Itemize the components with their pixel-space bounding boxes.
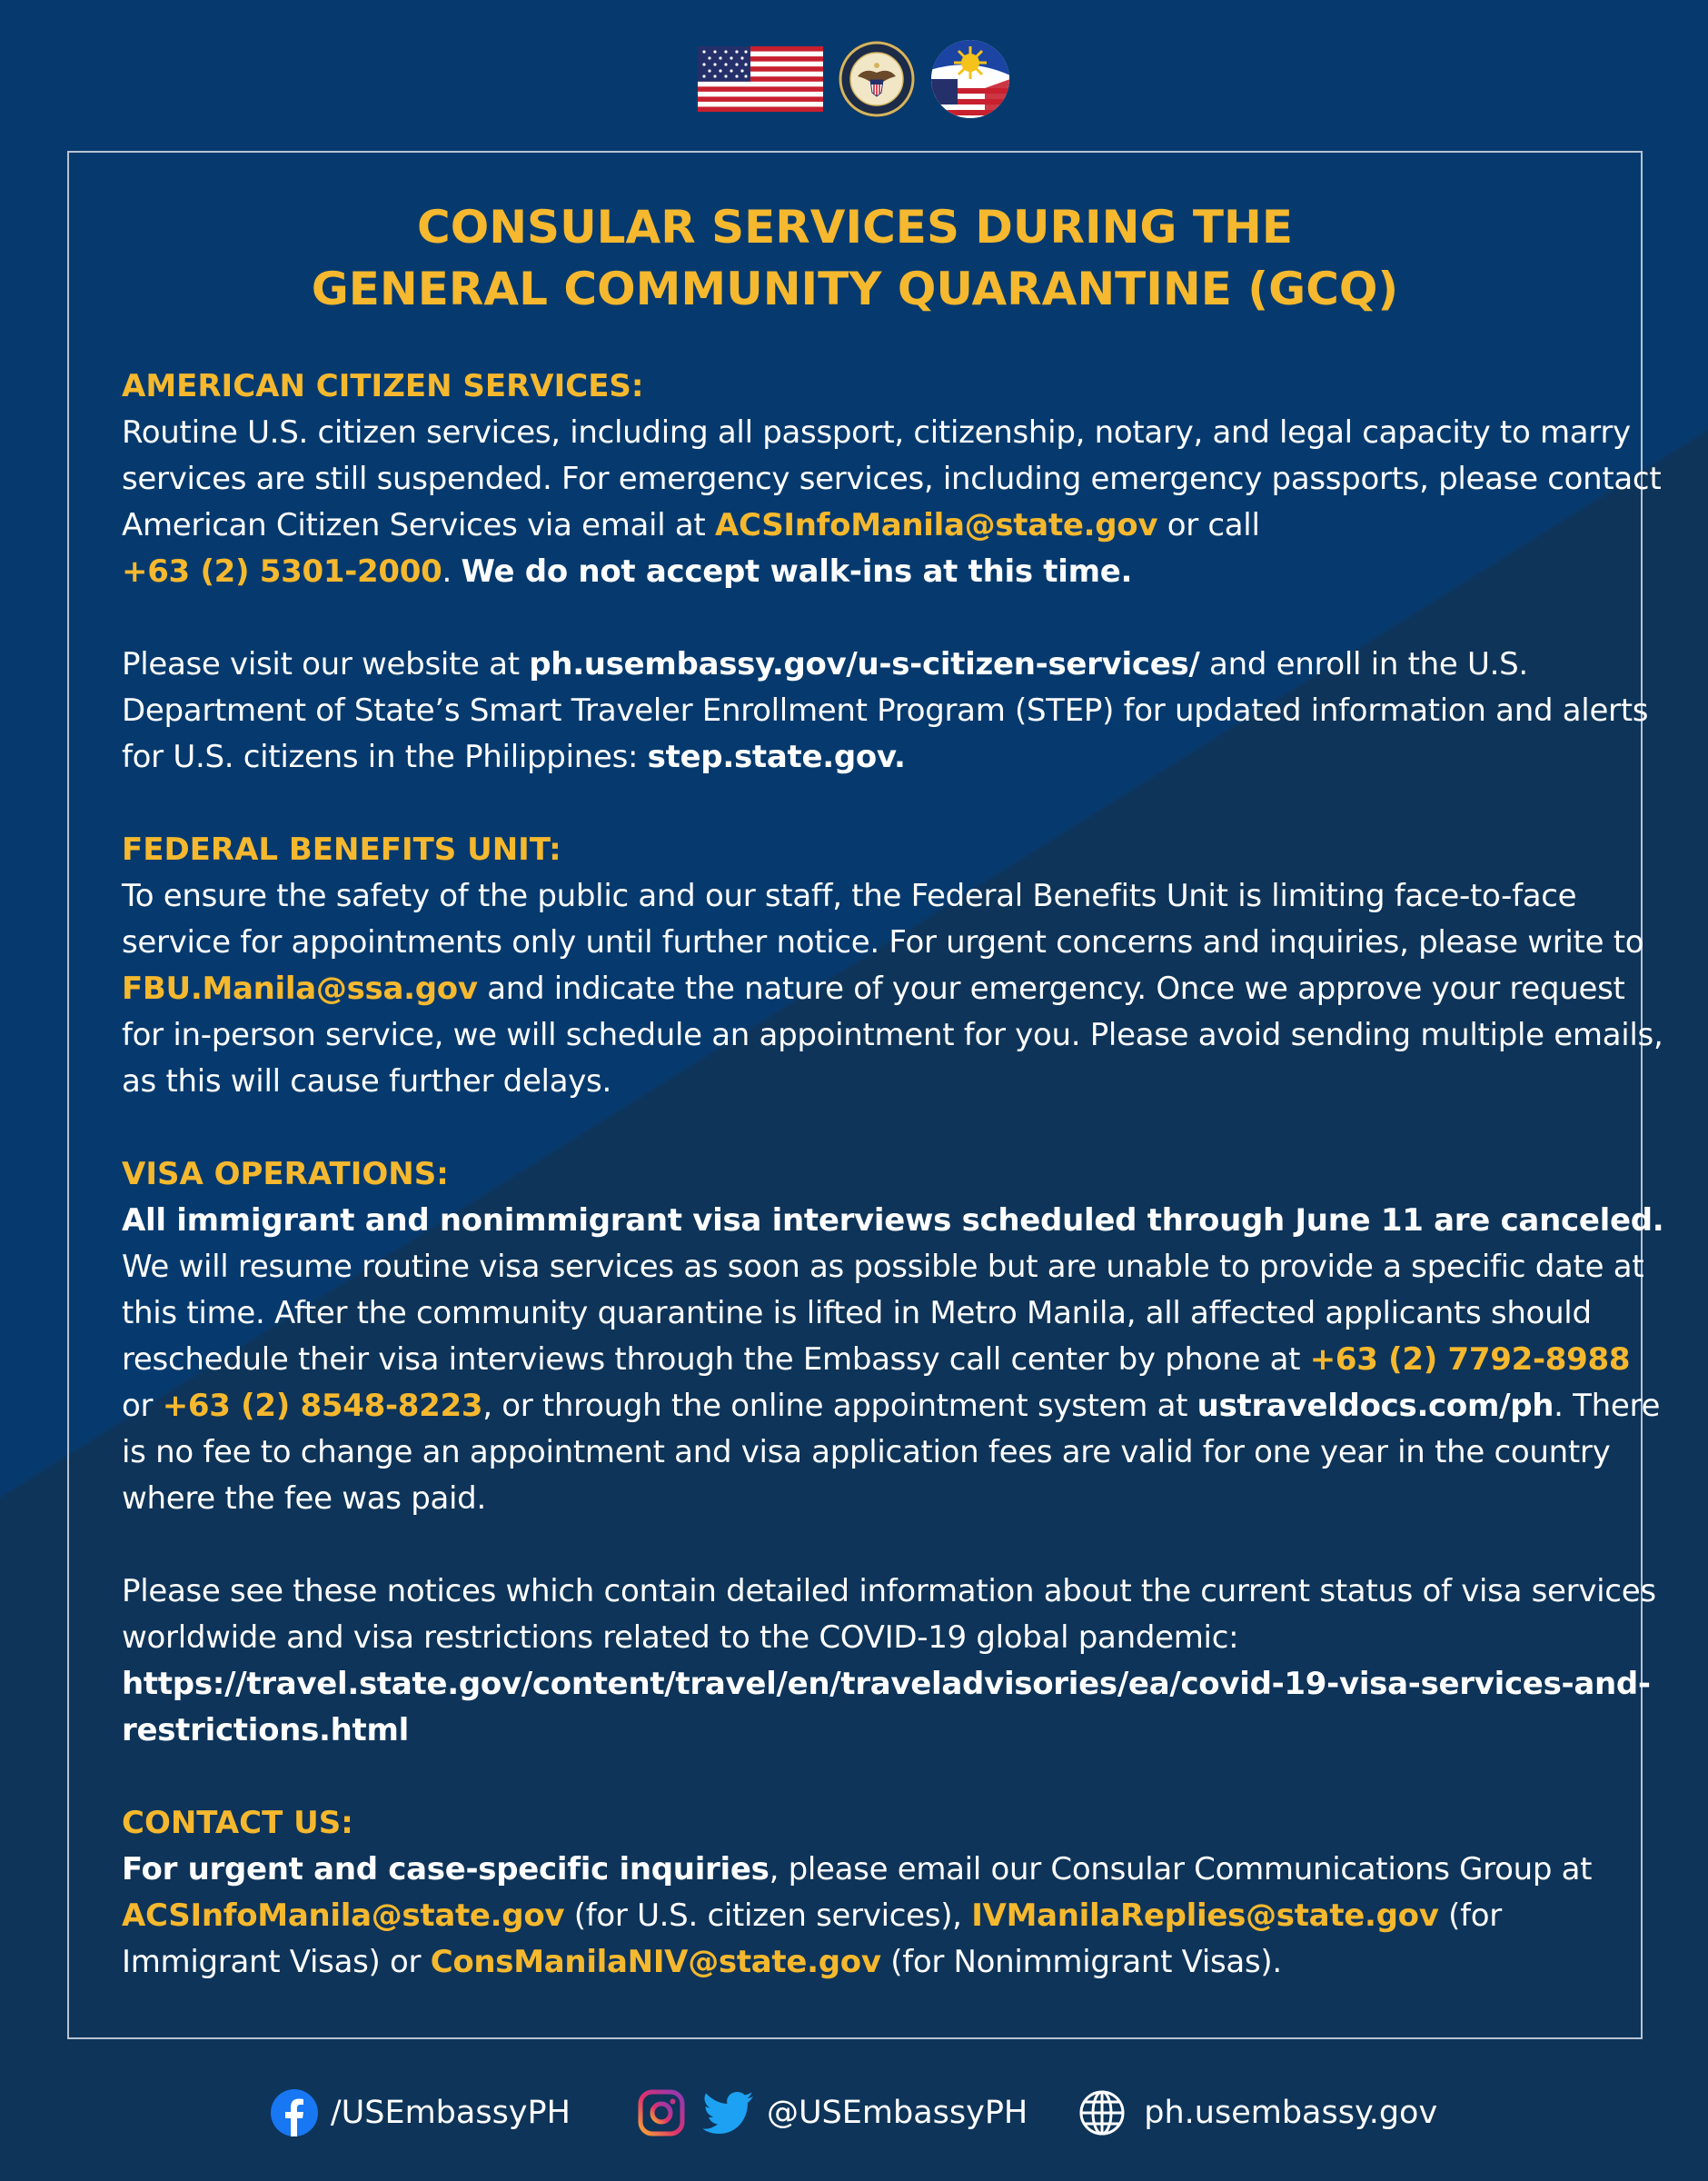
instagram-icon: [638, 2089, 685, 2136]
contact-niv-email-link[interactable]: ConsManilaNIV@state.gov: [430, 1944, 881, 1980]
visa-phone-2-link[interactable]: +63 (2) 8548-8223: [162, 1388, 483, 1424]
state-department-seal-icon: [838, 40, 916, 118]
facebook-icon: [271, 2089, 318, 2136]
facebook-handle[interactable]: /USEmbassyPH: [330, 2095, 571, 2131]
acs-heading: AMERICAN CITIZEN SERVICES:: [122, 368, 644, 404]
visa-cancel-notice: All immigrant and nonimmigrant visa interviews scheduled through June 11 are canceled.: [122, 1202, 1664, 1239]
header-logos: [0, 38, 1708, 120]
website-group[interactable]: [1078, 2089, 1437, 2136]
contact-acs-email-link[interactable]: ACSInfoManila@state.gov: [122, 1897, 565, 1934]
content-panel: [67, 151, 1664, 2039]
acs-phone-link[interactable]: +63 (2) 5301-2000: [122, 553, 442, 590]
fbu-heading: FEDERAL BENEFITS UNIT:: [122, 832, 561, 868]
visa-heading: VISA OPERATIONS:: [122, 1156, 449, 1192]
acs-email-link[interactable]: ACSInfoManila@state.gov: [714, 507, 1158, 543]
social-handle[interactable]: @USEmbassyPH: [766, 2095, 1028, 2131]
acs-paragraph-2: Please visit our website at ph.usembassy.gov/u-s-citizen-services/ and enroll in the U.S. Department of State’s Smart Traveler Enrollment Program (STEP) for updated information and alerts for U.S. citizens in the Philippines: step.state.gov.: [122, 646, 1649, 775]
visa-paragraph-2: Please see these notices which contain detailed information about the current status of visa services worldwide and visa restrictions related to the COVID-19 global pandemic: https://travel.state.gov/content/travel/en/traveladvisories/ea/covid-19-visa-services-and-restrictions.html: [122, 1573, 1656, 1748]
fbu-paragraph: To ensure the safety of the public and our staff, the Federal Benefits Unit is limiting face-to-face service for appointments only until further notice. For urgent concerns and inquiries, please write to FBU.Manila@ssa.gov and indicate the nature of your emergency. Once we approve your request for in-person service, we will schedule an appointment for you. Please avoid sending multiple emails, as this will cause further delays.: [122, 878, 1663, 1100]
walk-in-notice: We do not accept walk-ins at this time.: [461, 553, 1133, 590]
philippines-us-flag-badge-icon: [930, 39, 1010, 119]
urgent-inquiries-label: For urgent and case-specific inquiries: [122, 1851, 770, 1887]
page-title: [69, 196, 1641, 320]
us-flag-icon: [698, 46, 823, 112]
title-line-2: GENERAL COMMUNITY QUARANTINE (GCQ): [311, 263, 1399, 315]
website-url[interactable]: ph.usembassy.gov: [1144, 2095, 1438, 2131]
acs-paragraph-1: Routine U.S. citizen services, including all passport, citizenship, notary, and legal capacity to marry services are still suspended. For emergency services, including emergency passports, please contact American Citizen Services via email at ACSInfoManila@state.gov or call +63 (2) 5301-2000. We do not accept walk-ins at this time.: [122, 414, 1662, 590]
globe-icon: [1078, 2089, 1126, 2136]
visa-paragraph-1: All immigrant and nonimmigrant visa interviews scheduled through June 11 are canceled. We will resume routine visa services as soon as possible but are unable to provide a specific date at this time. After the community quarantine is lifted in Metro Manila, all affected applicants should reschedule their visa interviews through the Embassy call center by phone at +63 (2) 7792-8988 or +63 (2) 8548-8223, or through the online appointment system at ustraveldocs.com/ph. There is no fee to change an appointment and visa application fees are valid for one year in the country where the fee was paid.: [122, 1202, 1664, 1517]
content-body: [122, 364, 1666, 1986]
contact-iv-email-link[interactable]: IVManilaReplies@state.gov: [971, 1897, 1439, 1934]
contact-heading: CONTACT US:: [122, 1805, 353, 1841]
contact-paragraph: For urgent and case-specific inquiries, please email our Consular Communications Group at ACSInfoManila@state.gov (for U.S. citizen services), IVManilaReplies@state.gov (for Immigrant Visas) or ConsManilaNIV@state.gov (for Nonimmigrant Visas).: [122, 1851, 1593, 1980]
ustraveldocs-link[interactable]: ustraveldocs.com/ph: [1197, 1388, 1554, 1424]
facebook-group[interactable]: [271, 2089, 571, 2136]
instagram-twitter-group[interactable]: [638, 2089, 1028, 2136]
acs-website-link[interactable]: ph.usembassy.gov/u-s-citizen-services/: [529, 646, 1200, 682]
twitter-icon: [701, 2091, 754, 2135]
fbu-email-link[interactable]: FBU.Manila@ssa.gov: [122, 971, 478, 1007]
step-link[interactable]: step.state.gov.: [647, 739, 906, 775]
footer-social-bar: [0, 2085, 1708, 2141]
visa-phone-1-link[interactable]: +63 (2) 7792-8988: [1309, 1341, 1631, 1378]
travel-state-gov-link[interactable]: https://travel.state.gov/content/travel/en/traveladvisories/ea/covid-19-visa-services-and-restrictions.html: [122, 1666, 1651, 1748]
title-line-1: CONSULAR SERVICES DURING THE: [417, 201, 1293, 254]
